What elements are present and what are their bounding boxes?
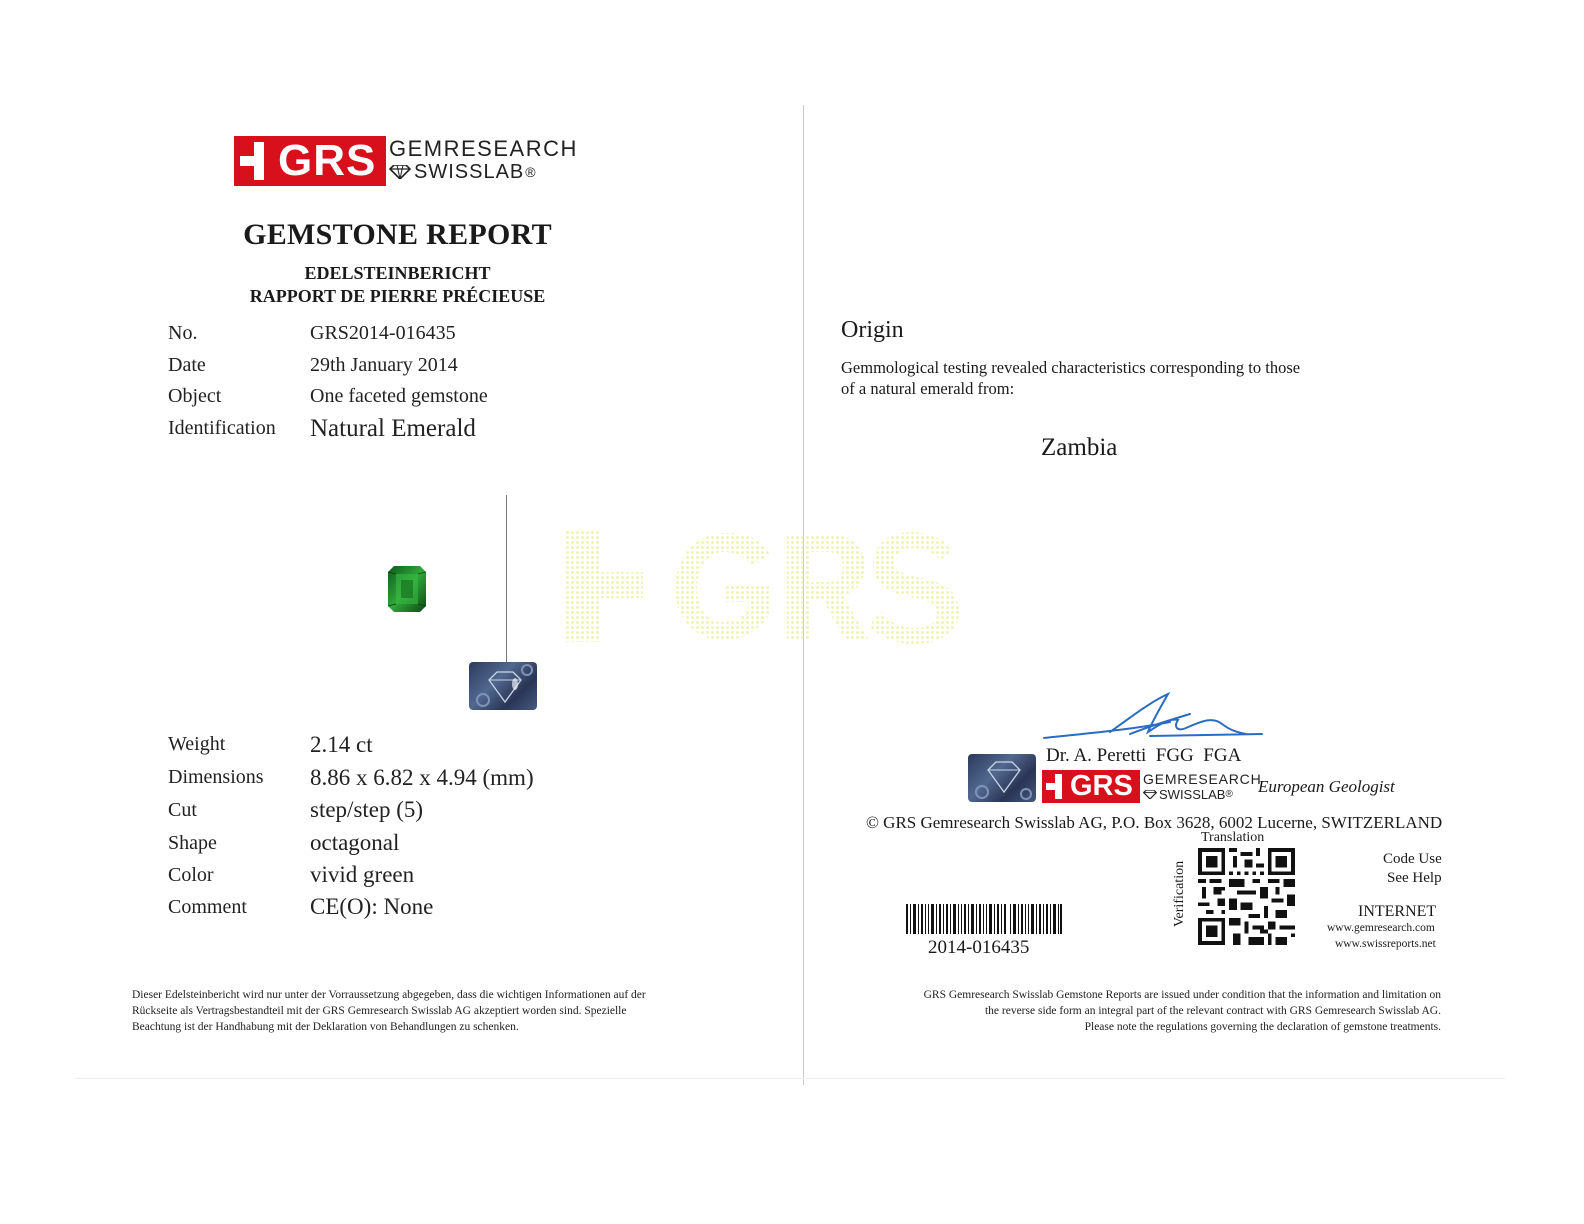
grs-logo-badge — [234, 136, 386, 186]
origin-heading: Origin — [841, 317, 904, 343]
field-label-comment: Comment — [168, 896, 247, 918]
legal-de-line-2: Rückseite als Vertragsbestandteil mit der GRS Gemresearch Swisslab AG akzeptiert worden sind. Spezielle — [132, 1005, 627, 1017]
verification-label: Verification — [1172, 860, 1187, 927]
grs-logo-small-badge — [1042, 770, 1140, 803]
grs-logo-mark: GRS — [278, 136, 377, 185]
grs-logo-line1: GEMRESEARCH — [389, 136, 578, 161]
security-hologram — [469, 662, 537, 710]
legal-en-line-2: the reverse side form an integral part of the relevant contract with GRS Gemresearch Swisslab AG. — [984, 1005, 1441, 1017]
hologram-diamond-icon-right — [968, 754, 1036, 802]
field-label-identification: Identification — [168, 417, 276, 439]
field-value-color: vivid green — [310, 862, 415, 887]
signer-name: Dr. A. Peretti FGG FGA — [1046, 745, 1242, 766]
diamond-icon — [389, 165, 411, 179]
qr-code — [1198, 848, 1295, 945]
grs-logo-line2-wrap — [389, 162, 537, 182]
swiss-cross-icon-small — [1046, 770, 1070, 803]
swiss-cross-icon — [240, 136, 276, 186]
website-link-2[interactable]: www.swissreports.net — [1335, 938, 1436, 950]
company-address: © GRS Gemresearch Swisslab AG, P.O. Box 3628, 6002 Lucerne, SWITZERLAND — [866, 813, 1443, 832]
signature-handwritten — [1040, 688, 1265, 744]
legal-notice-en — [820, 987, 1441, 1035]
signer-title: European Geologist — [1258, 777, 1395, 796]
bottom-rule — [75, 1078, 1505, 1079]
field-value-dimensions: 8.86 x 6.82 x 4.94 (mm) — [310, 765, 534, 790]
field-value-number: GRS2014-016435 — [310, 322, 456, 344]
field-label-weight: Weight — [168, 733, 226, 755]
see-help-label: See Help — [1387, 870, 1442, 886]
field-label-dimensions: Dimensions — [168, 766, 264, 788]
legal-notice-de — [132, 987, 772, 1035]
field-value-shape: octagonal — [310, 830, 400, 855]
legal-en-line-3: Please note the regulations governing the declaration of gemstone treatments. — [1084, 1021, 1441, 1033]
legal-de-line-3: Beachtung ist der Handhabung mit der Deklaration von Behandlungen zu schenken. — [132, 1021, 519, 1033]
emerald-photo — [388, 566, 426, 612]
grs-logo-small-line1: GEMRESEARCH — [1143, 771, 1262, 787]
hologram-diamond-icon — [469, 662, 537, 710]
grs-logo-small-mark: GRS — [1070, 770, 1133, 802]
legal-en-line-1: GRS Gemresearch Swisslab Gemstone Reports are issued under condition that the information and limitation on — [923, 989, 1441, 1001]
legal-de-line-1: Dieser Edelsteinbericht wird nur unter der Vorraussetzung abgegeben, dass die wichtigen Informationen auf der — [132, 989, 646, 1001]
field-value-identification: Natural Emerald — [310, 415, 476, 442]
translation-label: Translation — [1201, 830, 1265, 845]
field-value-object: One faceted gemstone — [310, 385, 488, 407]
grs-logo-small-line2: SWISSLAB — [1159, 787, 1226, 802]
registered-mark-small: ® — [1225, 788, 1233, 800]
field-label-cut: Cut — [168, 799, 197, 821]
field-value-date: 29th January 2014 — [310, 354, 458, 376]
field-value-comment: CE(O): None — [310, 894, 434, 919]
grs-logo-line2: SWISSLAB — [414, 161, 525, 183]
origin-country: Zambia — [1041, 434, 1118, 461]
barcode — [906, 904, 1062, 934]
grs-logo-small-line2-wrap — [1143, 788, 1233, 801]
field-value-cut: step/step (5) — [310, 797, 424, 822]
field-label-color: Color — [168, 864, 214, 886]
grs-watermark — [565, 520, 965, 650]
report-title: GEMSTONE REPORT — [243, 218, 552, 251]
report-subtitle-fr: RAPPORT DE PIERRE PRÉCIEUSE — [249, 286, 546, 306]
origin-text-line-2: of a natural emerald from: — [841, 379, 1015, 398]
registered-mark: ® — [525, 164, 537, 180]
field-label-shape: Shape — [168, 832, 217, 854]
field-value-weight: 2.14 ct — [310, 732, 373, 757]
diamond-icon-small — [1143, 790, 1157, 799]
report-subtitle-de: EDELSTEINBERICHT — [304, 263, 491, 283]
field-label-number: No. — [168, 322, 198, 344]
internet-label: INTERNET — [1358, 903, 1437, 920]
website-link-1[interactable]: www.gemresearch.com — [1327, 922, 1435, 934]
security-hologram-right — [968, 754, 1036, 802]
field-label-date: Date — [168, 354, 206, 376]
code-use-label: Code Use — [1383, 851, 1442, 867]
grs-logo — [234, 136, 578, 188]
hologram-thread — [506, 495, 507, 665]
barcode-number: 2014-016435 — [928, 937, 1030, 958]
origin-text-line-1: Gemmological testing revealed characteristics corresponding to those — [841, 358, 1301, 377]
grs-logo-small — [1042, 770, 1262, 804]
field-label-object: Object — [168, 385, 222, 407]
